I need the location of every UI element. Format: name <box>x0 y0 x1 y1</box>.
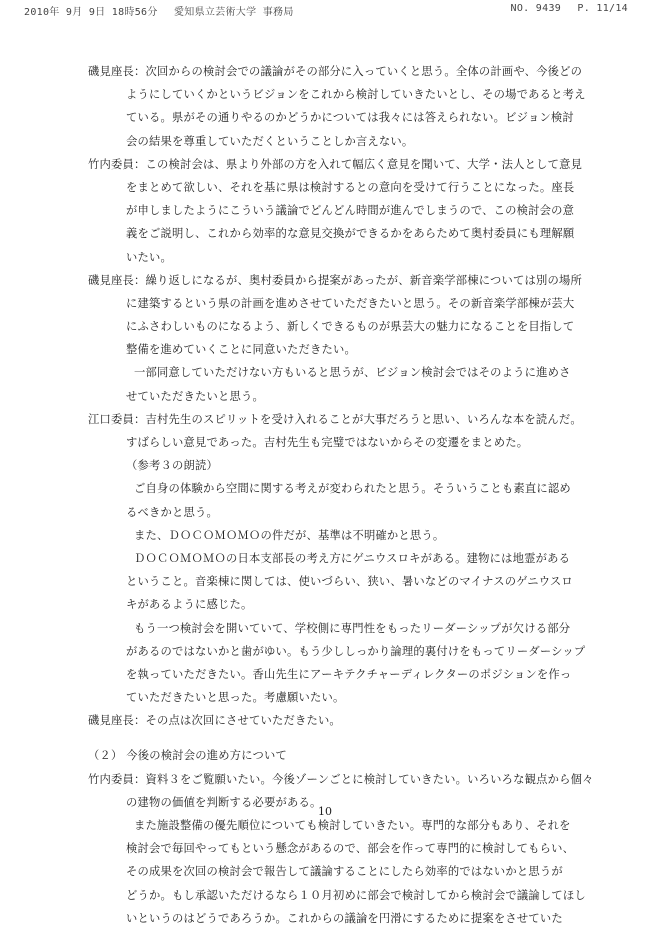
text-line: 磯見座長：次回からの検討会での議論がその部分に入っていくと思う。全体の計画や、今後どの <box>88 65 583 78</box>
section-gap <box>88 732 580 744</box>
text-line: 義をご説明し、これから効率的な意見交換ができるかをあらためて奥村委員にも理解願 <box>126 227 575 241</box>
minutes-body <box>88 60 594 930</box>
text-line: 会の結果を尊重していただくということしか言えない。 <box>126 134 414 148</box>
section-heading: （２） 今後の検討会の進め方について <box>88 749 288 763</box>
text-line: 磯見座長：その点は次回にさせていただきたい。 <box>88 714 341 728</box>
text-line: すばらしい意見であった。吉村先生も完璧ではないからその変遷をまとめた。 <box>126 436 529 449</box>
text-line: にふさわしいものになるよう、新しくできるものが県芸大の魅力になることを目指して <box>126 320 575 334</box>
text-line: また、ＤＯＣＯＭＯＭＯの件だが、基準は不明確かと思う。 <box>134 528 445 542</box>
text-line: （参考３の朗読） <box>126 459 218 473</box>
text-line: 竹内委員：資料３をご覧願いたい。今後ゾーンごとに検討していきたい。いろいろな観点から個々 <box>88 772 594 786</box>
text-line: ということ。音楽棟に関しては、使いづらい、狭い、暑いなどのマイナスのゲニウスロ <box>126 575 573 589</box>
text-line: 一部同意していただけない方もいると思うが、ビジョン検討会ではそのように進めさ <box>134 366 571 380</box>
text-line: の建物の価値を判断する必要がある。 <box>126 795 322 809</box>
text-line: どうか。もし承認いただけるなら１０月初めに部会で検討してから検討会で議論してほし <box>126 888 586 902</box>
text-line: もう一つ検討会を開いていて、学校側に専門性をもったリーダーシップが欠ける部分 <box>134 621 571 635</box>
text-line: せていただきたいと思う。 <box>126 389 264 403</box>
fax-header-right <box>501 3 628 14</box>
text-line: 整備を進めていくことに同意いただきたい。 <box>126 343 356 357</box>
text-line: が申しましたようにこういう議論でどんどん時間が進んでしまうので、この検討会の意 <box>126 204 575 218</box>
text-line: るべきかと思う。 <box>126 505 218 519</box>
text-line: を執っていただきたい。香山先生にアーキテクチャーディレクターのポジションを作っ <box>126 667 572 681</box>
text-line: いたい。 <box>126 250 172 264</box>
fax-header <box>24 3 628 19</box>
text-line: があるのではないかと歯がゆい。もう少ししっかり論理的裏付けをもってリーダーシップ <box>126 644 586 658</box>
text-line: 江口委員：吉村先生のスピリットを受け入れることが大事だろうと思い、いろんな本を読んだ。 <box>88 412 582 426</box>
text-line: ている。県がその通りやるのかどうかについては我々には答えられない。ビジョン検討 <box>126 111 574 125</box>
text-line: ようにしていくかというビジョンをこれから検討していきたいとし、その場であると考え <box>126 88 586 102</box>
fax-number: NO. 9439 <box>510 3 562 14</box>
text-line: 検討会で毎回やってもという懸念があるので、部会を作って専門的に検討してもらい、 <box>126 842 575 856</box>
text-line: その成果を次回の検討会で報告して議論することにしたら効率的ではないかと思うが <box>126 865 563 879</box>
text-line: ていただきたいと思った。考慮願いたい。 <box>126 691 345 705</box>
page-number: 10 <box>318 805 332 818</box>
text-line: 竹内委員：この検討会は、県より外部の方を入れて幅広く意見を聞いて、大学・法人として意見 <box>88 157 583 171</box>
text-line: に建築するという県の計画を進めさせていただきたいと思う。その新音楽学部棟が芸大 <box>126 296 575 310</box>
fax-sender: 愛知県立芸術大学 事務局 <box>174 7 294 18</box>
text-line: ＤＯＣＯＭＯＭＯの日本支部長の考え方にゲニウスロキがある。建物には地霊がある <box>134 551 571 565</box>
fax-date: 2010年 9月 9日 18時56分 <box>24 7 158 18</box>
text-line: いというのはどうであろうか。これからの議論を円滑にするために提案をさせていた <box>126 911 563 925</box>
fax-page: P. 11/14 <box>577 3 628 14</box>
text-line: また施設整備の優先順位についても検討していきたい。専門的な部分もあり、それを <box>134 819 571 832</box>
text-line: をまとめて欲しい、それを基に県は検討するとの意向を受けて行うことになった。座長 <box>126 180 575 194</box>
text-line: キがあるように感じた。 <box>126 598 253 612</box>
text-line: 磯見座長：繰り返しになるが、奥村委員から提案があったが、新音楽学部棟については別の場所 <box>88 273 583 287</box>
text-line: ご自身の体験から空間に関する考えが変わられたと思う。そういうことも素直に認め <box>134 482 571 496</box>
fax-header-left <box>24 3 304 18</box>
